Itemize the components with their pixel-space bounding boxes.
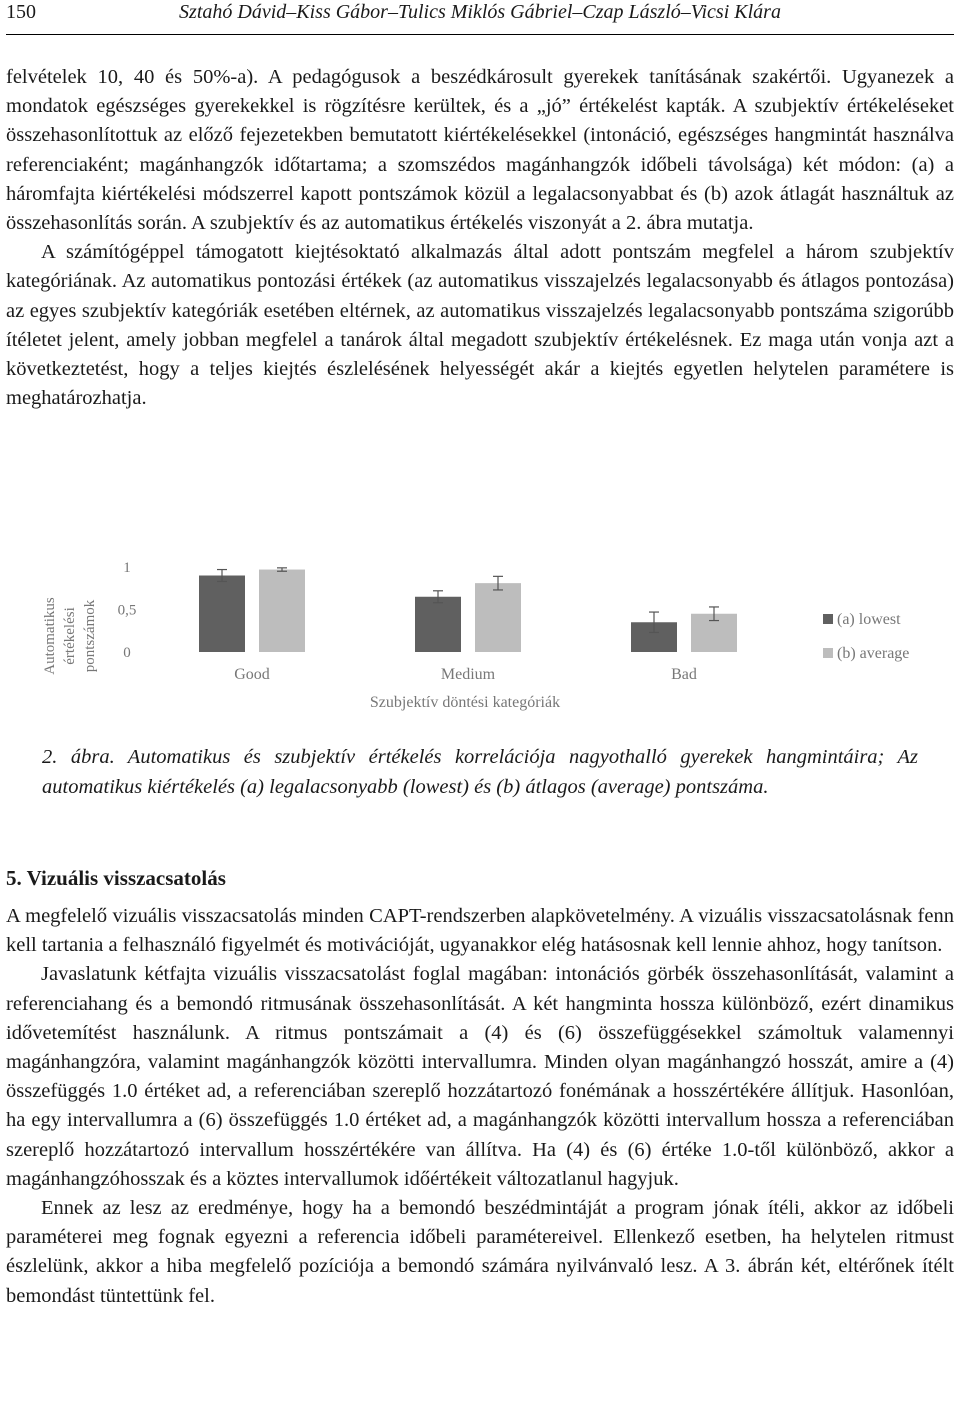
- bar-good-average: [259, 570, 305, 652]
- y-axis-label-line: pontszámok: [82, 599, 98, 673]
- y-tick-label: 1: [123, 560, 131, 576]
- paragraph: Javaslatunk kétfajta vizuális visszacsatolást foglal magában: intonációs görbék összehasonlítását, valamint a referenciahang és a bemondó ritmusának összehasonlítását. A két hangminta hossza különböző, ezért dinamikus idővetemítést használunk. A ritmus pontszámait a (4) és (6) összefüggésekkel számoltuk valamennyi magánhangzóra, valamint magánhangzók közötti intervallumra. Minden olyan magánhangzó hosszát, amire a (4) összefüggés 1.0 értéket ad, a referenciában szereplő hozzátartozó fonémának a hosszértékére állítjuk. Hasonlóan, ha egy intervallumra a (6) összefüggés 1.0 értéket ad, a magánhangzók közötti intervallum hossza a referenciában szereplő hozzátartozó intervallum hosszértékére van állítva. Ha (4) és (6) értéke 1.0-től különböző, akkor a magánhangzóhosszak és a köztes intervallumok időértékeit változatlanul hagyjuk.: [6, 963, 954, 1190]
- figure-2-bar-chart: [0, 545, 960, 725]
- body-text-before-figure: [6, 63, 954, 413]
- x-category-label: Medium: [440, 666, 496, 683]
- x-axis-label: Szubjektív döntési kategóriák: [369, 694, 561, 711]
- legend-swatch: [823, 648, 833, 658]
- error-bar: [277, 568, 287, 571]
- body-text-after-heading: [6, 902, 954, 1311]
- legend-label: (b) average: [837, 645, 910, 662]
- y-tick-labels: [118, 560, 137, 661]
- bar-medium-lowest: [415, 597, 461, 652]
- page-header: [6, 0, 954, 35]
- x-category-label: Good: [234, 666, 270, 683]
- x-category-labels: [234, 666, 697, 683]
- chart-legend: [823, 611, 909, 662]
- bar-medium-average: [475, 583, 521, 652]
- x-category-label: Bad: [671, 666, 697, 683]
- page-number: 150: [6, 1, 36, 23]
- bar-good-lowest: [199, 576, 245, 653]
- y-axis-label: [42, 597, 98, 675]
- bar-series: [199, 568, 737, 652]
- paragraph: A megfelelő vizuális visszacsatolás minden CAPT-rendszerben alapkövetelmény. A vizuális visszacsatolásnak fenn kell tartania a felhasználó figyelmét és motivációját, ugyanakkor elég hatásosnak kell lennie ahhoz, hogy tanítson.: [6, 905, 954, 957]
- paragraph: A számítógéppel támogatott kiejtésoktató alkalmazás által adott pontszám megfelel a három szubjektív kategóriának. Az automatikus pontozási értékek (az automatikus visszajelzés legalacsonyabb és átlagos pontozása) az egyes szubjektív kategóriák esetében eltérnek, az automatikus visszajelzés legalacsonyabb pontszáma szigorúbb ítéletet jelent, amely jobban megfelel a tanárok által megadott szubjektív értékelésnek. Ez maga után vonja azt a következtetést, hogy a teljes kiejtés észlelésének helyességét akár a kiejtés egyetlen helytelen paramétere is meghatározhatja.: [6, 241, 954, 410]
- legend-swatch: [823, 614, 833, 624]
- legend-label: (a) lowest: [837, 611, 901, 628]
- y-tick-label: 0: [123, 645, 131, 661]
- y-axis-label-line: Automatikus: [42, 597, 58, 675]
- figure-caption: 2. ábra. Automatikus és szubjektív értékelés korrelációja nagyothalló gyerekek hangmintáira; Az automatikus kiértékelés (a) legalacsonyabb (lowest) és (b) átlagos (average) pontszáma.: [42, 746, 918, 798]
- running-head-authors: Sztahó Dávid–Kiss Gábor–Tulics Miklós Gábriel–Czap László–Vicsi Klára: [179, 1, 781, 23]
- section-heading: 5. Vizuális visszacsatolás: [6, 866, 226, 890]
- paragraph: felvételek 10, 40 és 50%-a). A pedagógusok a beszédkárosult gyerekek tanításának szakértői. Ugyanezek a mondatok egészséges gyerekekkel is rögzítésre kerültek, és a „jó” értékelést kapták. A szubjektív értékeléseket összehasonlítottuk az előző fejezetekben bemutatott kiértékelésekkel (intonáció, egészséges hangmintát használva referenciaként; magánhangzók időtartama; a szomszédos magánhangzók időbeli távolsága) két módon: (a) a háromfajta kiértékelési módszerrel kapott pontszámok közül a legalacsonyabbat és (b) azok átlagát használtuk az összehasonlítás során. A szubjektív és az automatikus értékelés viszonyát a 2. ábra mutatja.: [6, 66, 954, 235]
- paragraph: Ennek az lesz az eredménye, hogy ha a bemondó beszédmintáját a program jónak ítéli, akkor az időbeli paraméterei meg fognak egyezni a referencia időbeli paramétereivel. Ellenkező esetben, ha helytelen ritmust észlelünk, akkor a hiba megfelelő pozíciója a bemondó számára nyilvánvaló lesz. A 3. ábrán két, eltérőnek ítélt bemondást tüntettünk fel.: [6, 1197, 954, 1307]
- y-tick-label: 0,5: [117, 602, 137, 619]
- y-axis-label-line: értékelési: [62, 607, 78, 665]
